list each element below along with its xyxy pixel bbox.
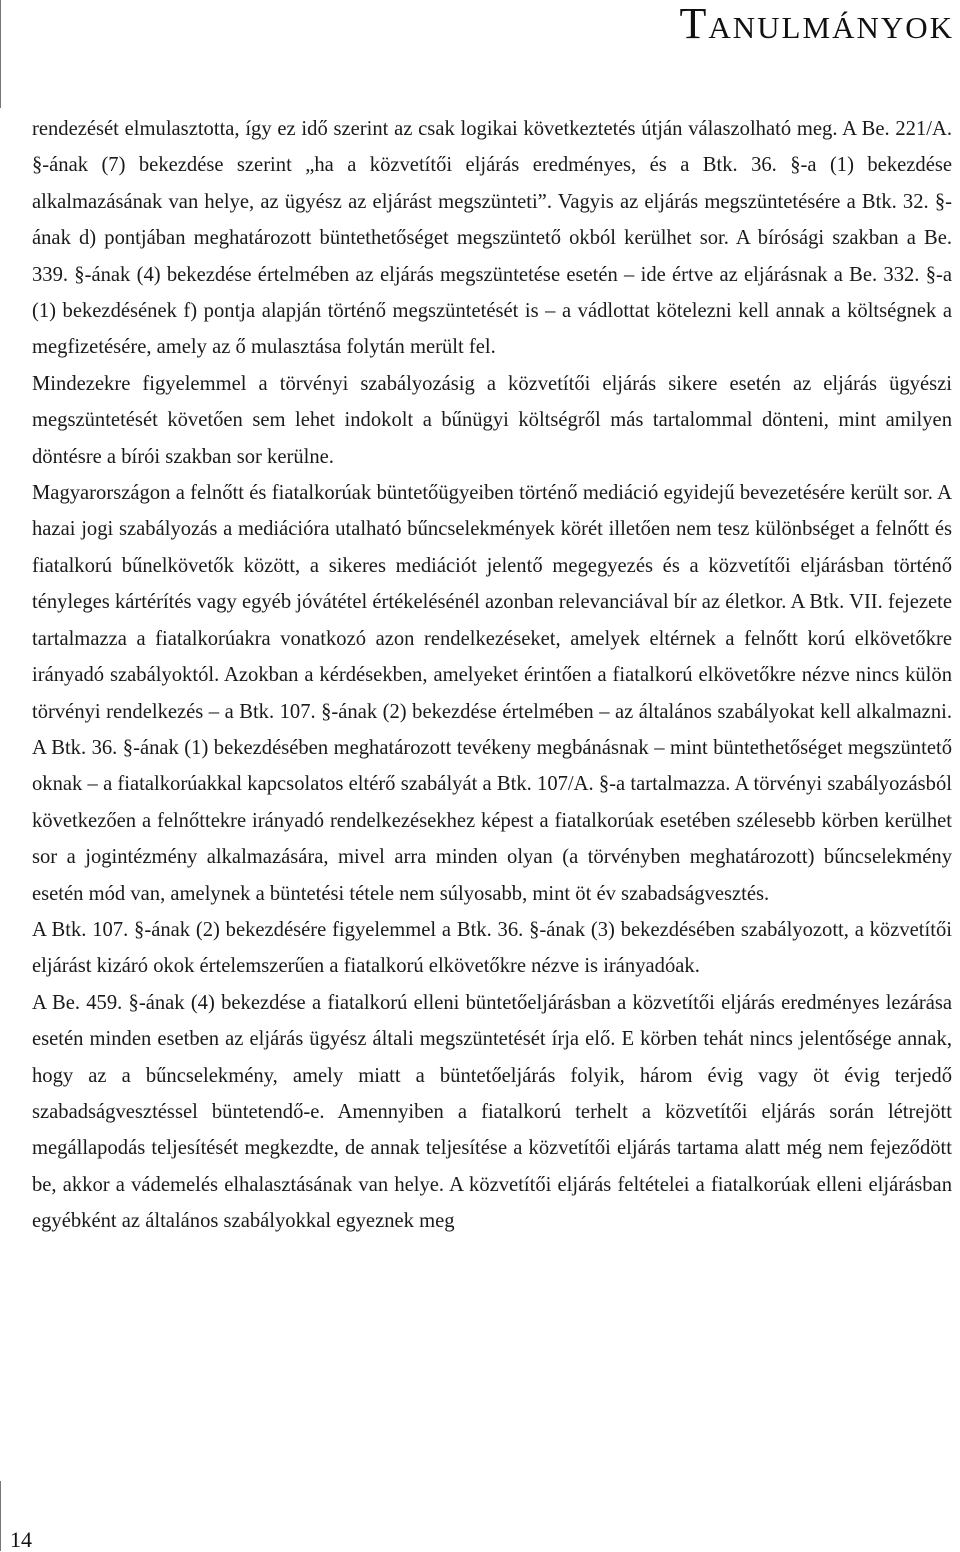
paragraph: A Btk. 107. §-ának (2) bekezdésére figyelemmel a Btk. 36. §-ának (3) bekezdésében szabályozott, a közvetítői eljárást kizáró okok értelemszerűen a fiatalkorú elkövetőkre nézve is irányadóak. [32,918,952,978]
paragraph: A Be. 459. §-ának (4) bekezdése a fiatalkorú elleni büntetőeljárásban a közvetítői eljárás eredményes lezárása esetén minden esetben az eljárás ügyész általi megszüntetését írja elő. E körben tehát nincs jelentősége annak, hogy az a bűncselekmény, amely miatt a büntetőeljárás folyik, három évig vagy öt évig terjedő szabadságvesztéssel büntetendő-e. Amennyiben a fiatalkorú terhelt a közvetítői eljárás során létrejött megállapodás teljesítését megkezdte, de annak teljesítése a közvetítői eljárás tartama alatt még nem fejeződött be, akkor a vádemelés elhalasztásának van helye. A közvetítői eljárás feltételei a fiatalkorúak elleni eljárásban egyébként az általános szabályokkal egyeznek meg [32,991,952,1233]
margin-rule-bottom [0,1481,1,1551]
paragraph: rendezését elmulasztotta, így ez idő szerint az csak logikai következtetés útján válaszolható meg. A Be. 221/A. §-ának (7) bekezdése szerint „ha a közvetítői eljárás eredményes, és a Btk. 36. §-a (1) bekezdése alkalmazásának van helye, az ügyész az eljárást megszünteti”. Vagyis az eljárás megszüntetésére a Btk. 32. §-ának d) pontjában meghatározott büntethetőséget megszüntető okból kerülhet sor. A bírósági szakban a Be. 339. §-ának (4) bekezdése értelmében az eljárás megszüntetése esetén – ide értve az eljárásnak a Be. 332. §-a (1) bekezdésének f) pontja alapján történő megszüntetését is – a vádlottat kötelezni kell annak a költségnek a megfizetésére, amely az ő mulasztása folytán merült fel. [32,118,952,359]
section-title: Tanulmányok [679,0,954,48]
margin-rule-top [0,0,1,108]
body-text [32,111,952,1240]
page-number: 14 [10,1527,32,1552]
paragraph: Mindezekre figyelemmel a törvényi szabályozásig a közvetítői eljárás sikere esetén az eljárás ügyészi megszüntetését követően sem lehet indokolt a bűnügyi költségről más tartalommal dönteni, mint amilyen döntésre a bírói szakban sor kerülne. [32,372,952,468]
paragraph: Magyarországon a felnőtt és fiatalkorúak büntetőügyeiben történő mediáció egyidejű bevezetésére került sor. A hazai jogi szabályozás a mediációra utalható bűncselekmények körét illetően nem tesz különbséget a felnőtt és fiatalkorú bűnelkövetők között, a sikeres mediációt jelentő megegyezés és a közvetítői eljárásban történő tényleges kártérítés vagy egyéb jóvátétel értékelésénél azonban relevanciával bír az életkor. A Btk. VII. fejezete tartalmazza a fiatalkorúakra vonatkozó azon rendelkezéseket, amelyek eltérnek a felnőtt korú elkövetőkre irányadó szabályoktól. Azokban a kérdésekben, amelyeket érintően a fiatalkorú elkövetőkre nézve nincs külön törvényi rendelkezés – a Btk. 107. §-ának (2) bekezdése értelmében – az általános szabályokat kell alkalmazni. A Btk. 36. §-ának (1) bekezdésében meghatározott tevékeny megbánásnak – mint büntethetőséget megszüntető oknak – a fiatalkorúakkal kapcsolatos eltérő szabályát a Btk. 107/A. §-a tartalmazza. A törvényi szabályozásból következően a felnőttekre irányadó rendelkezésekhez képest a fiatalkorúak esetében szélesebb körben kerülhet sor a jogintézmény alkalmazására, mivel arra minden olyan (a törvényben meghatározott) bűncselekmény esetén mód van, amelynek a büntetési tétele nem súlyosabb, mint öt év szabadságvesztés. [32,482,952,905]
